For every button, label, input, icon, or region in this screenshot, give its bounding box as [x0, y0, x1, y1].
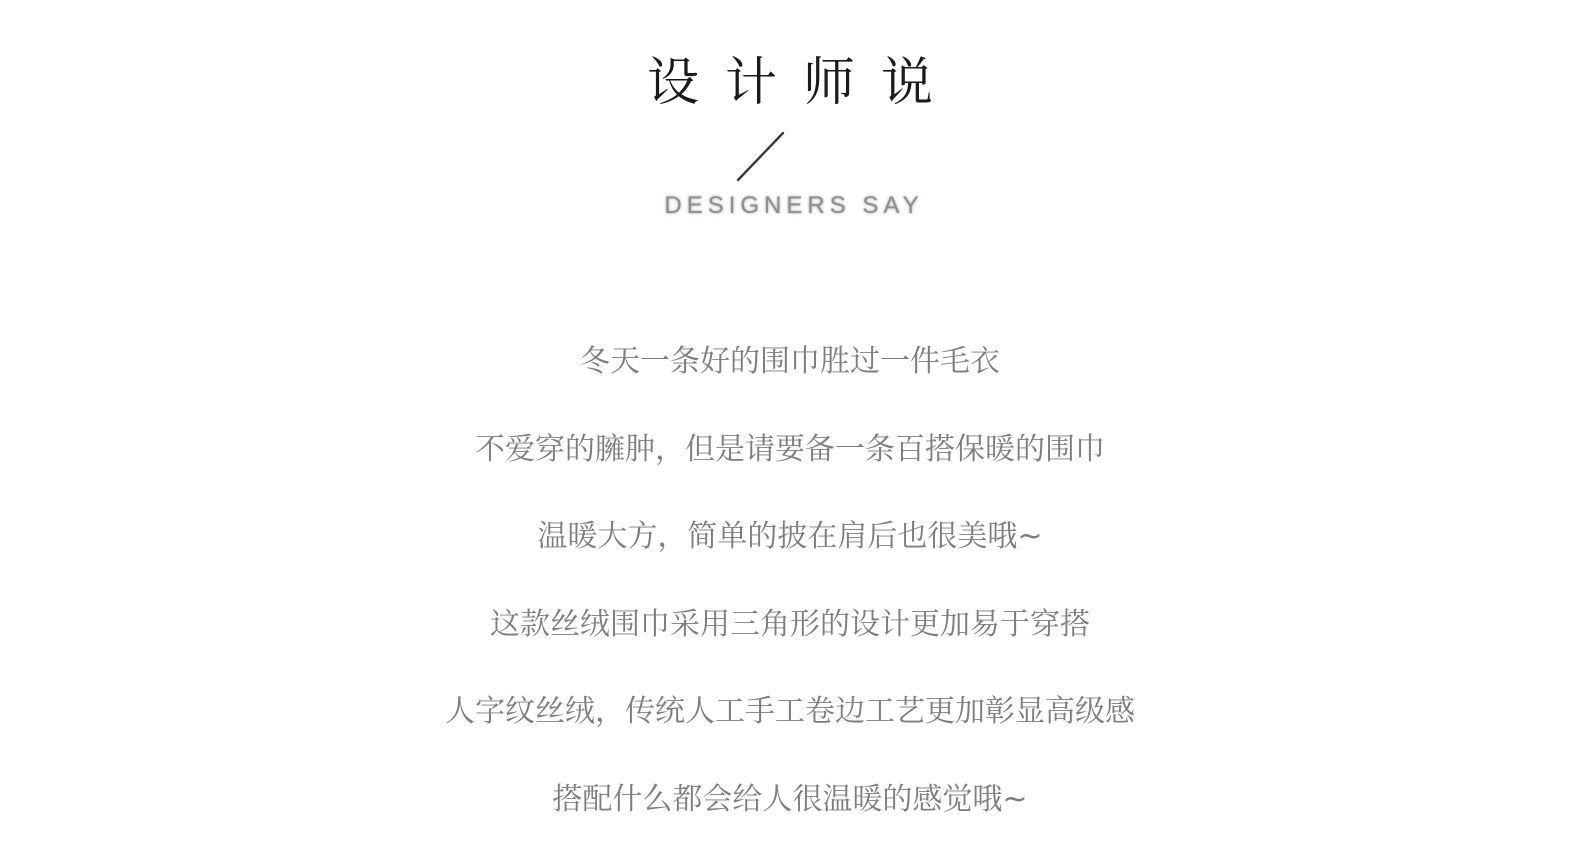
description-line: 冬天一条好的围巾胜过一件毛衣	[580, 344, 1000, 379]
description-list	[0, 336, 1580, 861]
description-line: 这款丝绒围巾采用三角形的设计更加易于穿搭	[490, 606, 1090, 642]
slash-divider	[734, 130, 786, 182]
description-line: 搭配什么都会给人很温暖的感觉哦~	[552, 781, 1028, 817]
section-title: 设计师说	[646, 53, 959, 113]
section-subtitle: DESIGNERS SAY	[664, 192, 924, 219]
description-line: 人字纹丝绒，传统人工手工卷边工艺更加彰显高级感	[445, 694, 1135, 729]
description-line: 温暖大方，简单的披在肩后也很美哦~	[537, 519, 1043, 554]
description-line: 不爱穿的臃肿，但是请要备一条百搭保暖的围巾	[475, 431, 1105, 467]
